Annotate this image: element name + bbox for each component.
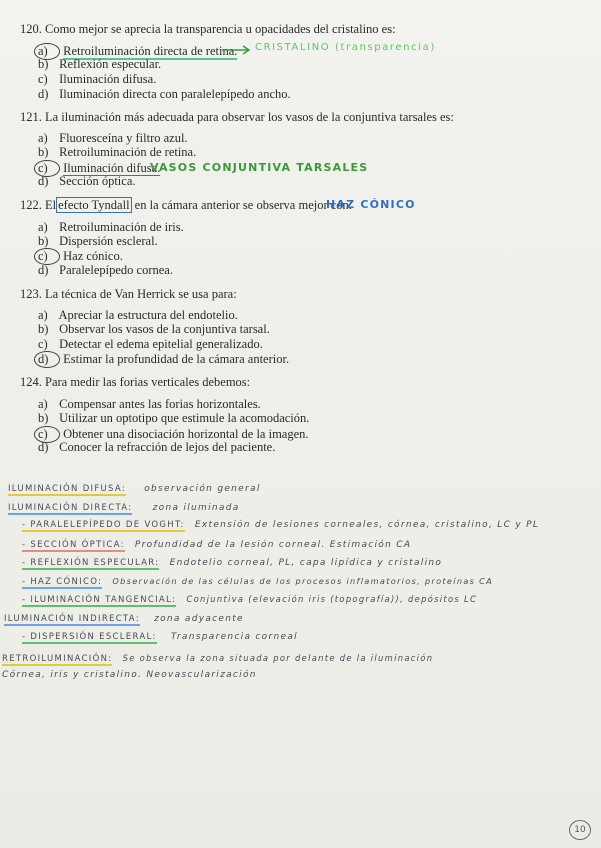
option-122a: a) Retroiluminación de iris.: [38, 220, 184, 234]
option-123c: c) Detectar el edema epitelial generalizado.: [38, 337, 263, 351]
option-122d: d) Paralelepípedo cornea.: [38, 263, 173, 277]
question-123: 123. La técnica de Van Herrick se usa para:: [20, 287, 237, 301]
note-iluminacion-directa: ILUMINACIÓN DIRECTA: zona iluminada: [8, 503, 240, 513]
question-122: 122. El efecto Tyndall en la cámara anterior se observa mejor con:: [20, 198, 353, 212]
option-124a: a) Compensar antes las forias horizontales.: [38, 397, 261, 411]
option-121d: d) Sección óptica.: [38, 174, 136, 188]
question-text: Como mejor se aprecia la transparencia u opacidades del cristalino es:: [45, 22, 396, 36]
note-haz-conico: - HAZ CÓNICO: Observación de las células de los procesos inflamatorios, proteínas CA: [22, 576, 494, 587]
option-121b: b) Retroiluminación de retina.: [38, 145, 197, 159]
option-124c: c) Obtener una disociación horizontal de la imagen.: [38, 426, 309, 443]
option-122c: c) Haz cónico.: [38, 248, 123, 265]
note-iluminacion-tangencial: - ILUMINACIÓN TANGENCIAL: Conjuntiva (elevación iris (topografía)), depósitos LC: [22, 594, 478, 605]
boxed-term: efecto Tyndall: [58, 198, 130, 212]
option-123d: d) Estimar la profundidad de la cámara anterior.: [38, 351, 289, 368]
option-letter: a): [34, 43, 60, 60]
option-text: Retroiluminación directa de retina.: [63, 44, 238, 58]
handwritten-annotation-122: HAZ CÓNICO: [326, 198, 416, 211]
note-seccion-optica: - SECCIÓN ÓPTICA: Profundidad de la lesión corneal. Estimación CA: [22, 540, 412, 550]
question-121: 121. La iluminación más adecuada para observar los vasos de la conjuntiva tarsales es:: [20, 110, 454, 124]
option-124d: d) Conocer la refracción de lejos del paciente.: [38, 440, 276, 454]
note-iluminacion-indirecta: ILUMINACIÓN INDIRECTA: zona adyacente: [4, 614, 244, 624]
option-121c: c) Iluminación difusa.: [38, 160, 160, 177]
option-121a: a) Fluoresceína y filtro azul.: [38, 131, 188, 145]
option-123b: b) Observar los vasos de la conjuntiva tarsal.: [38, 322, 270, 336]
option-123a: a) Apreciar la estructura del endotelio.: [38, 308, 238, 322]
note-paralelepipedo: - PARALELEPÍPEDO DE VOGHT: Extensión de lesiones corneales, córnea, cristalino, LC y PL: [22, 520, 540, 530]
note-reflexion-especular: - REFLEXIÓN ESPECULAR: Endotelio corneal, PL, capa lipídica y cristalino: [22, 558, 443, 568]
question-124: 124. Para medir las forias verticales debemos:: [20, 375, 251, 389]
question-120: [20, 22, 396, 37]
arrow-icon: [222, 45, 252, 55]
note-iluminacion-difusa: ILUMINACIÓN DIFUSA: observación general: [8, 484, 261, 494]
handwritten-annotation-120: CRISTALINO (transparencia): [255, 42, 436, 53]
question-number: 120.: [20, 22, 42, 36]
handwritten-annotation-121: VASOS CONJUNTIVA TARSALES: [150, 161, 369, 174]
note-retroiluminacion-detalle: Córnea, iris y cristalino. Neovascularización: [2, 670, 257, 680]
option-120b: b) Reflexión especular.: [38, 57, 162, 71]
note-dispersion-escleral: - DISPERSIÓN ESCLERAL: Transparencia corneal: [22, 632, 298, 642]
note-retroiluminacion: RETROILUMINACIÓN: Se observa la zona situada por delante de la iluminación: [2, 653, 434, 664]
option-122b: b) Dispersión escleral.: [38, 234, 158, 248]
page-number: 10: [569, 820, 591, 840]
option-120d: d) Iluminación directa con paralelepípedo ancho.: [38, 87, 291, 101]
option-120c: c) Iluminación difusa.: [38, 72, 157, 86]
option-124b: b) Utilizar un optotipo que estimule la acomodación.: [38, 411, 310, 425]
